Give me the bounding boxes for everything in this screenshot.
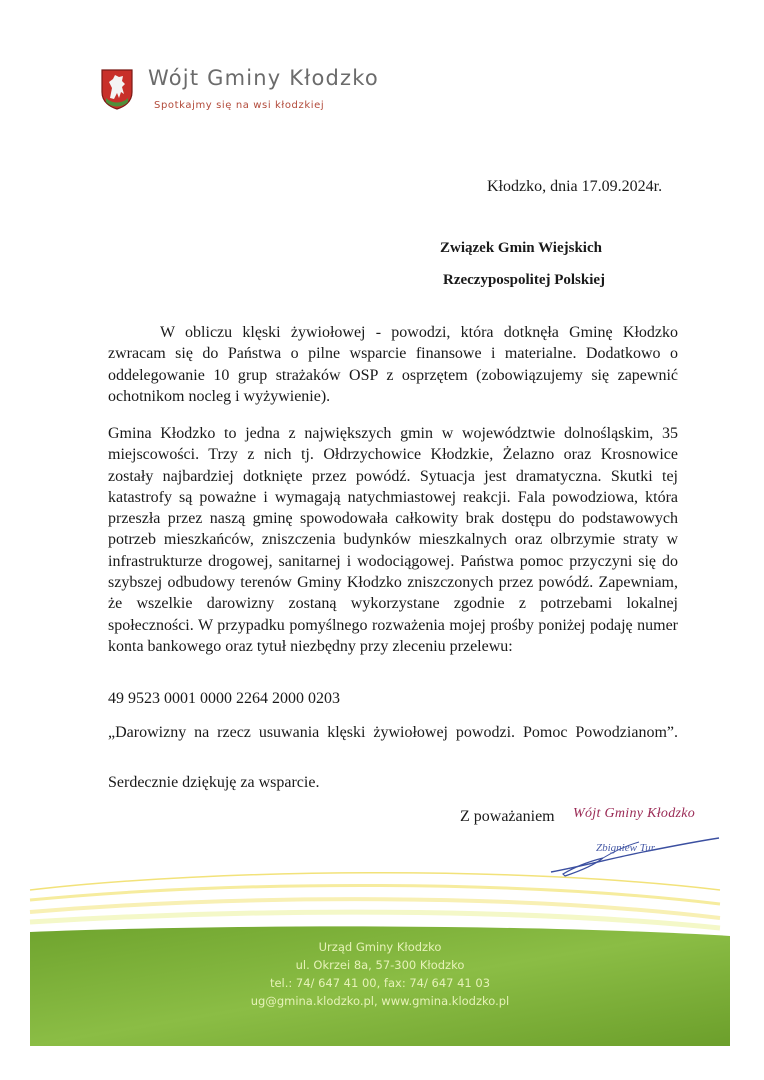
coat-of-arms-lion-icon xyxy=(100,68,134,110)
signature-name: Zbigniew Tur xyxy=(596,842,655,854)
footer-office-name: Urząd Gminy Kłodzko xyxy=(318,940,442,954)
transfer-title: „Darowizny na rzecz usuwania klęski żywiołowej powodzi. Pomoc Powodzianom”. xyxy=(108,724,678,741)
paragraph-situation: Gmina Kłodzko to jedna z największych gmin w województwie dolnośląskim, 35 miejscowości. Trzy z nich tj. Ołdrzychowice Kłodzkie, Żelazno oraz Krosnowice zostały najbardziej dotknięte przez powódź. Sytuacja jest dramatyczna. Skutki tej katastrofy są poważne i wymagają natychmiastowej reakcji. Fala powodziowa, która przeszła przez naszą gminę spowodowała całkowity brak dostępu do podstawowych potrzeb mieszkańców, zniszczenia budynków mieszkalnych oraz olbrzymie straty w infrastrukturze drogowej, sanitarnej i wodociągowej. Państwa pomoc przyczyni się do szybszej odbudowy terenów Gminy Kłodzko zniszczonych przez powódź. Zapewniam, że wszelkie darowizny zostaną wykorzystane zgodnie z potrzebami lokalnej społeczności. W przypadku pomyślnego rozważenia mojej prośby poniżej podaję numer konta bankowego oraz tytuł niezbędny przy zleceniu przelewu: xyxy=(108,425,678,655)
letterhead-motto: Spotkajmy się na wsi kłodzkiej xyxy=(154,100,325,111)
official-stamp: Wójt Gminy Kłodzko xyxy=(573,806,696,821)
footer-email-website: ug@gmina.klodzko.pl, www.gmina.klodzko.pl xyxy=(250,994,510,1008)
bank-account-number: 49 9523 0001 0000 2264 2000 0203 xyxy=(108,690,340,707)
paragraph-request: W obliczu klęski żywiołowej - powodzi, która dotknęła Gminę Kłodzko zwracam się do Państwa o pilne wsparcie finansowe i materialne. Dodatkowo o oddelegowanie 10 grup strażaków OSP z osprzętem (zobowiązujemy się zapewnić ochotnikom nocleg i wyżywienie). xyxy=(108,324,678,405)
footer-address: ul. Okrzei 8a, 57-300 Kłodzko xyxy=(295,958,465,972)
place-date: Kłodzko, dnia 17.09.2024r. xyxy=(487,178,663,195)
recipient-line-2: Rzeczypospolitej Polskiej xyxy=(443,272,606,288)
thanks-line: Serdecznie dziękuję za wsparcie. xyxy=(108,774,320,791)
letterhead-title: Wójt Gminy Kłodzko xyxy=(148,66,379,90)
closing-phrase: Z poważaniem xyxy=(460,808,555,825)
recipient-line-1: Związek Gmin Wiejskich xyxy=(440,240,602,256)
footer-phone-fax: tel.: 74/ 647 41 00, fax: 74/ 647 41 03 xyxy=(269,976,491,990)
